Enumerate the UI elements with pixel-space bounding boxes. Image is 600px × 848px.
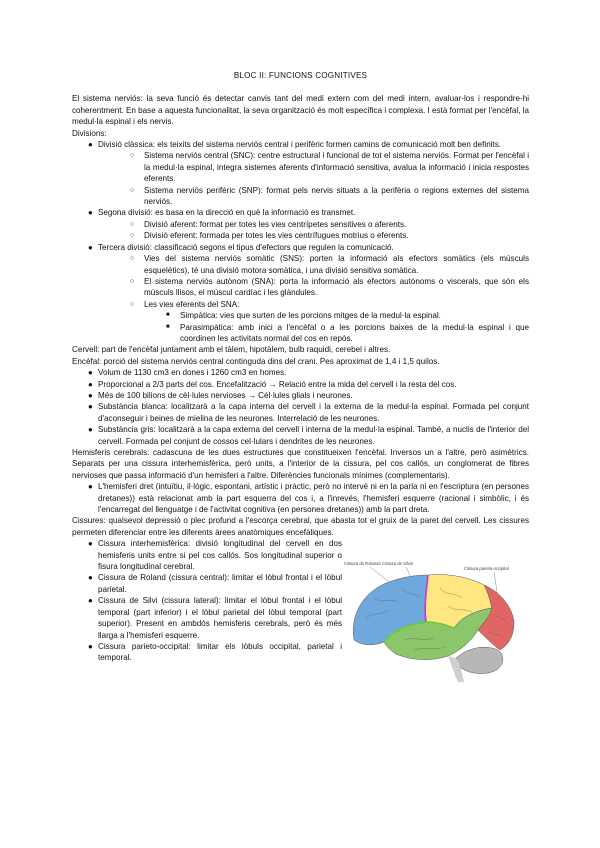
hemisferis-list xyxy=(72,481,529,515)
brain-label-left: Cissura de Rolando Cissura de Silvio xyxy=(344,561,414,567)
divisions-label: Divisions: xyxy=(72,128,107,138)
hollow-bullet-icon: ○ xyxy=(130,152,135,160)
hollow-bullet-icon: ○ xyxy=(130,232,135,240)
hollow-bullet-icon: ○ xyxy=(130,186,135,194)
bullet-icon: ● xyxy=(88,539,93,549)
bullet-icon: ● xyxy=(88,208,93,218)
cerebellum xyxy=(456,647,503,673)
list-item: ○ Divisió eferent: formada per totes les vies centrífugues motrius o eferents. xyxy=(130,231,409,241)
list-item: ● Cissura de Silvi (cissura lateral): limitar el lòbul frontal i el lòbul temporal (part inferior) i el lòbul parietal del lòbul temporal (part superior). Present en ambdós hemisferis cerebrals, però és més llarga a l'hemisferi esquerre. xyxy=(88,596,342,640)
list-item: ○ Les vies eferents del SNA: xyxy=(130,299,240,309)
list-item: ● Volum de 1130 cm3 en dones i 1260 cm3 en homes. xyxy=(88,368,287,378)
bullet-icon: ● xyxy=(88,641,93,651)
hollow-bullet-icon: ○ xyxy=(130,255,135,263)
list-item: ● Cissura parieto-occipital: limitar els lòbuls occipital, parietal i temporal. xyxy=(88,641,342,663)
list-item: ○ Vies del sistema nerviós somàtic (SNS): porten la informació als efectors somàtics (els músculs esquelètics), té una divisió motora somàtica, i una divisió sensitiva somàtica. xyxy=(130,254,529,275)
list-item: ● Divisió clàssica: els teixits del sistema nerviós central i perifèric formen camins de comunicació molt ben definits. xyxy=(88,140,502,150)
bullet-icon: ● xyxy=(88,390,93,400)
bullet-icon: ● xyxy=(88,368,93,378)
list-item: ● Tercera divisió: classificació segons el tipus d'efectors que regulen la comunicació. xyxy=(88,242,394,252)
hemisferis-paragraph: Hemisferis cerebrals: cadascuna de les dues estructures que constitueixen l'encèfal. Inversos un a l'altre, però asimètrics. Separats per una cissura interhemisfèrica, però units, a l'interior de la cissura, pel cos callós, un conglomerat de fibres nervioses que passa informació d'un hemisferi a l'altre. Diferències funcionals mínimes (complementaris). xyxy=(72,448,529,480)
brain-illustration xyxy=(353,575,514,683)
cissures-list xyxy=(72,538,342,663)
cissures-paragraph: Cissures: qualsevol depressió o plec profund a l'escorça cerebral, que abasta tot el gruix de la paret del cervell. Les cissures permeten diferenciar entre les diferents àrees anatòmiques encefàliques. xyxy=(72,516,529,537)
list-item: ● Cissura de Roland (cissura central): limitar el lòbul frontal i el lòbul parietal. xyxy=(88,573,342,594)
bullet-icon: ● xyxy=(88,596,93,606)
document-page xyxy=(72,70,529,664)
list-item: ● Més de 100 bilions de cèl·lules nervioses → Cèl·lules glials i neurones. xyxy=(88,390,353,400)
bullet-icon: ● xyxy=(88,379,93,389)
list-item: ○ Sistema nerviós perifèric (SNP): format pels nervis situats a la perifèria o regions externes del sistema nerviós. xyxy=(130,185,529,207)
list-item: ○ Sistema nerviós central (SNC): centre estructural i funcional de tot el sistema nerviós. Format per l'encèfal i la medul·la espinal, integra sistemes aferents d'informació sensitiva, avalua la informació i inicia respostes eferents. xyxy=(130,151,529,184)
list-item: ○ Divisió aferent: format per totes les vies centrípetes sensitives o aferents. xyxy=(130,219,407,229)
square-bullet-icon: ■ xyxy=(166,312,170,319)
square-bullet-icon: ■ xyxy=(166,323,170,330)
encefal-list xyxy=(72,367,529,447)
divisions-list xyxy=(72,139,529,344)
hollow-bullet-icon: ○ xyxy=(130,277,135,285)
hollow-bullet-icon: ○ xyxy=(130,300,135,308)
bullet-icon: ● xyxy=(88,425,93,435)
bullet-icon: ● xyxy=(88,242,93,252)
list-item: ● Segona divisió: es basa en la direcció en què la informació es transmet. xyxy=(88,208,356,218)
list-item: ● Cissura interhemisfèrica: divisió longitudinal del cervell en dos hemisferis units entre si pel cos callós. Sos longitudinal superior o fisura longitudinal cerebral. xyxy=(88,539,342,572)
brain-lobes-figure xyxy=(344,558,530,684)
list-item: ■ Simpàtica: vies que surten de les porcions mitges de la medul·la espinal. xyxy=(166,311,441,321)
list-item: ● L'hemisferi dret (intuïtiu, il·lògic, espontani, artístic i pràctic, però no intervé ni en la parla ni en l'escriptura (en persones dretanes)) està relacionat amb la part esquerra del cos i, a l'inrevés, l'hemisferi esquerre (racional i simbòlic, i és l'encarregat del llenguatge i de l'activitat cognitiva (en persones dretanes)) amb la part dreta. xyxy=(88,482,529,515)
list-item: ● Substància gris: localitzarà a la capa externa del cervell i interna de la medul·la espinal. També, a nuclis de l'interior del cervell. Formada pel conjunt de cossos cel·lulars i dendrites de les neurones. xyxy=(88,425,529,446)
list-item: ■ Parasimpàtica: amb inici a l'encèfal o a les porcions baixes de la medul·la espinal i que coordinen les activitats normal del cos en repòs. xyxy=(166,322,529,343)
list-item: ○ El sistema nerviós autònom (SNA): porta la informació als efectors autònoms o viscerals, que són els músculs llisos, el múscul cardíac i les glàndules. xyxy=(130,276,529,298)
document-title: BLOC II: FUNCIONS COGNITIVES xyxy=(233,71,368,80)
label-leader-line xyxy=(370,567,392,584)
bullet-icon: ● xyxy=(88,573,93,583)
bullet-icon: ● xyxy=(88,482,93,492)
bullet-icon: ● xyxy=(88,140,93,150)
brain-label-right: Cissura parieto-occipital xyxy=(464,566,509,572)
cervell-paragraph: Cervell: part de l'encèfal juntament amb el tàlem, hipotàlem, bulb raquidi, cerebel i altres. xyxy=(72,345,391,355)
hollow-bullet-icon: ○ xyxy=(130,220,135,228)
list-item: ● Proporcional a 2/3 parts del cos. Encefalització → Relació entre la mida del cervell i la resta del cos. xyxy=(88,379,457,389)
intro-paragraph: El sistema nerviós: la seva funció és detectar canvis tant del medi extern com del medi intern, avaluar-los i respondre-hi coherentment. En base a aquesta funcionalitat, la seva organització és molt específica i complexa. I està format per l'encèfal, la medul·la espinal i els nervis. xyxy=(72,94,529,127)
list-item: ● Substància blanca: localitzarà a la capa interna del cervell i la externa de la medul·la espinal. Formada pel conjunt d'aconseguir i beines de mielina de les neurones. Interrelació de les neurones. xyxy=(88,402,529,423)
encefal-paragraph: Encèfal: porció del sistema nerviós central continguda dins del crani. Pes aproximat de 1,4 i 1,5 quilos. xyxy=(72,356,440,366)
cissures-section xyxy=(72,538,529,663)
bullet-icon: ● xyxy=(88,402,93,412)
